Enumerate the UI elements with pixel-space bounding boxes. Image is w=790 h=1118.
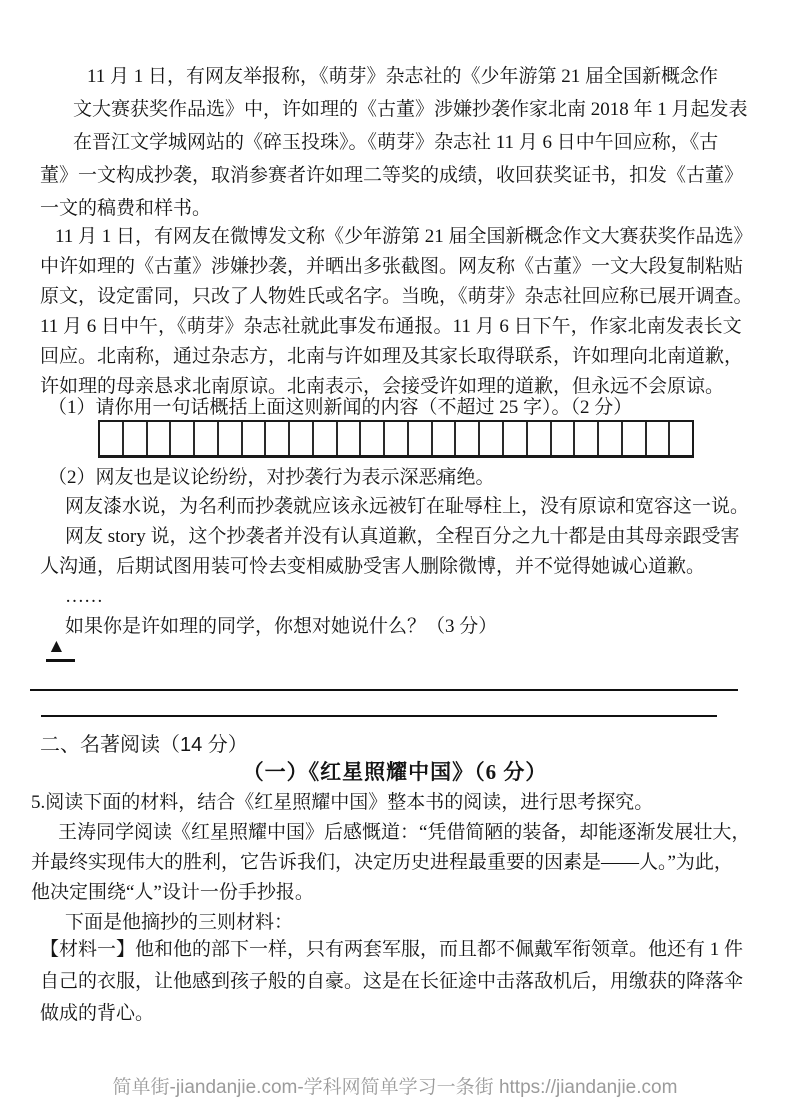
answer-grid-cell — [552, 422, 576, 455]
news2-line-1: 11 月 1 日，有网友在微博发文称《少年游第 21 届全国新概念作文大赛获奖作品选》 — [55, 226, 753, 247]
material1-line-1: 【材料一】他和他的部下一样，只有两套军服，而且都不佩戴军衔领章。他还有 1 件 — [40, 939, 744, 960]
news2-line-3: 原文，设定雷同，只改了人物姓氏或名字。当晚，《萌芽》杂志社回应称已展开调查。 — [40, 286, 753, 307]
news-excerpt-2 — [40, 222, 753, 402]
answer-grid-cell — [266, 422, 290, 455]
answer-grid-cell — [456, 422, 480, 455]
triangle-answer-marker: ▲ — [46, 636, 75, 662]
answer-grid-cell — [599, 422, 623, 455]
q5-line-2: 王涛同学阅读《红星照耀中国》后感慨道：“凭借简陋的装备，却能逐渐发展壮大， — [58, 822, 751, 843]
q5-line-4: 他决定围绕“人”设计一份手抄报。 — [31, 882, 314, 903]
answer-grid-cell — [670, 422, 692, 455]
answer-grid-cell — [480, 422, 504, 455]
site-footer-watermark: 简单街-jiandanjie.com-学科网简单学习一条街 https://jiandanjie.com — [112, 1077, 678, 1098]
answer-grid-cell — [575, 422, 599, 455]
answer-grid-cell — [124, 422, 148, 455]
answer-grid-cell — [100, 422, 124, 455]
answer-grid-cell — [290, 422, 314, 455]
divider-line-top — [30, 689, 738, 691]
answer-grid-cell — [647, 422, 671, 455]
answer-grid-cell — [409, 422, 433, 455]
news1-line-3: 在晋江文学城网站的《碎玉投珠》。《萌芽》杂志社 11 月 6 日中午回应称，《古 — [73, 132, 719, 153]
answer-grid-cell — [433, 422, 457, 455]
question-2-label: （2）网友也是议论纷纷，对抄袭行为表示深恶痛绝。 — [48, 467, 495, 488]
q5-line-3: 并最终实现伟大的胜利，它告诉我们，决定历史进程最重要的因素是——人。”为此， — [31, 852, 733, 873]
news2-line-5: 回应。北南称，通过杂志方，北南与许如理及其家长取得联系，许如理向北南道歉， — [40, 346, 744, 367]
comment-qishui: 网友漆水说，为名利而抄袭就应该永远被钉在耻辱柱上，没有原谅和宽容这一说。 — [65, 496, 750, 517]
q5-line-1: 5.阅读下面的材料，结合《红星照耀中国》整本书的阅读，进行思考探究。 — [31, 792, 654, 813]
news1-line-2: 文大赛获奖作品选》中，许如理的《古董》涉嫌抄袭作家北南 2018 年 1 月起发表 — [73, 99, 748, 120]
news2-line-4: 11 月 6 日中午，《萌芽》杂志社就此事发布通报。11 月 6 日下午，作家北南发表长文 — [40, 316, 742, 337]
answer-grid-cell — [148, 422, 172, 455]
answer-grid-cell — [338, 422, 362, 455]
answer-grid — [98, 420, 694, 458]
comments-ellipsis: …… — [65, 586, 103, 607]
news2-line-6: 许如理的母亲恳求北南原谅。北南表示，会接受许如理的道歉，但永远不会原谅。 — [40, 376, 725, 397]
subsection-title: （一）《红星照耀中国》（6 分） — [242, 760, 548, 784]
answer-grid-cell — [314, 422, 338, 455]
material1-line-3: 做成的背心。 — [40, 1003, 155, 1024]
answer-grid-cell — [243, 422, 267, 455]
news1-line-5: 一文的稿费和样书。 — [40, 198, 212, 219]
news2-line-2: 中许如理的《古董》涉嫌抄袭，并晒出多张截图。网友称《古董》一文大段复制粘贴 — [40, 256, 744, 277]
answer-grid-cell — [504, 422, 528, 455]
news1-line-4: 董》一文构成抄袭，取消参赛者许如理二等奖的成绩，收回获奖证书，扣发《古董》 — [40, 165, 744, 186]
answer-grid-cell — [195, 422, 219, 455]
section-two-title: 二、名著阅读（14 分） — [40, 734, 248, 756]
answer-grid-cell — [361, 422, 385, 455]
answer-grid-cell — [623, 422, 647, 455]
material-one — [40, 934, 743, 1030]
news1-line-1: 11 月 1 日，有网友举报称，《萌芽》杂志社的《少年游第 21 届全国新概念作 — [87, 66, 719, 87]
question-5 — [31, 788, 750, 938]
divider-line-bottom — [41, 715, 717, 717]
netizen-comments — [40, 492, 749, 642]
comment-story-line-1: 网友 story 说，这个抄袭者并没有认真道歉，全程百分之九十都是由其母亲跟受害 — [65, 526, 740, 547]
comment-story-line-2: 人沟通，后期试图用装可怜去变相威胁受害人删除微博，并不觉得她诚心道歉。 — [40, 556, 706, 577]
news-excerpt-1 — [40, 60, 748, 225]
question-1-label: （1）请你用一句话概括上面这则新闻的内容（不超过 25 字）。（2 分） — [48, 397, 633, 418]
answer-grid-cell — [171, 422, 195, 455]
question-2-followup: 如果你是许如理的同学，你想对她说什么？（3 分） — [65, 616, 498, 637]
answer-grid-cell — [385, 422, 409, 455]
q5-materials-intro: 下面是他摘抄的三则材料： — [65, 912, 294, 933]
answer-grid-cell — [528, 422, 552, 455]
answer-grid-cell — [219, 422, 243, 455]
material1-line-2: 自己的衣服，让他感到孩子般的自豪。这是在长征途中击落敌机后，用缴获的降落伞 — [40, 971, 744, 992]
answer-marker-block — [46, 636, 75, 662]
